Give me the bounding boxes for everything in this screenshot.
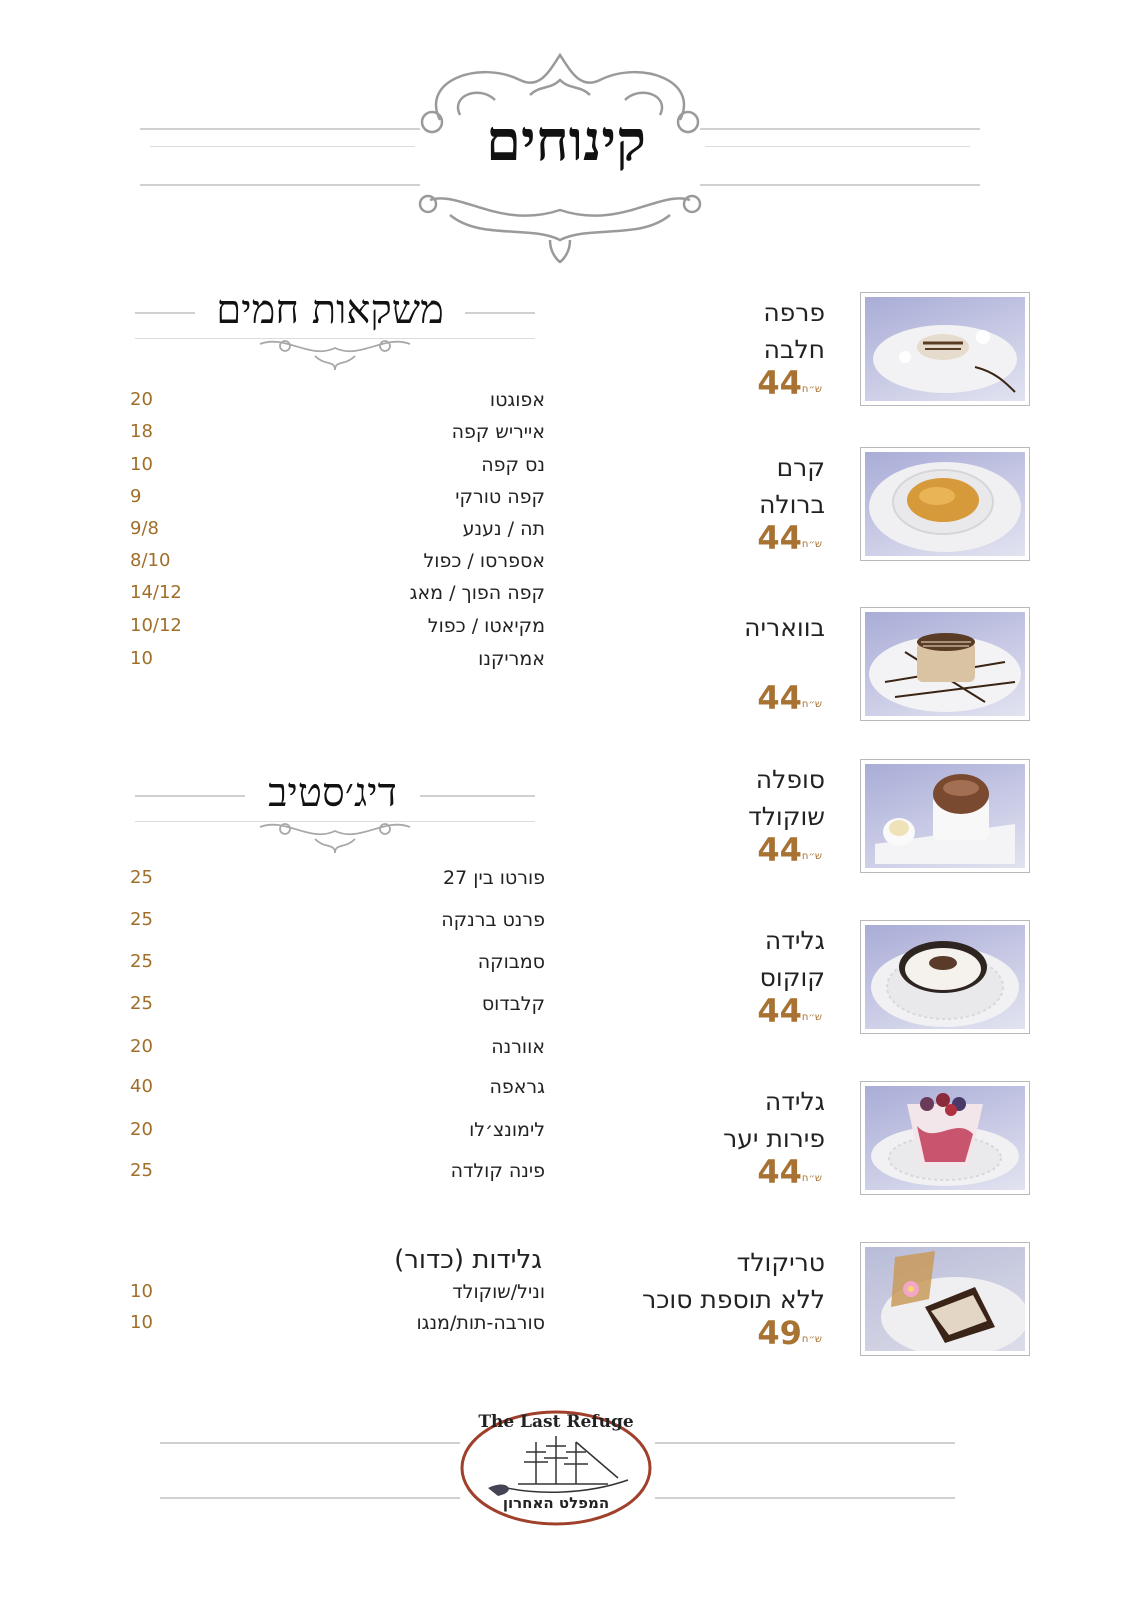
list-item [130,486,545,516]
dessert-name [625,1083,825,1157]
price-value: 44 [757,992,802,1030]
item-price: 10 [130,1312,153,1333]
list-item [130,1160,545,1190]
footer-rule-left-bottom [655,1497,955,1499]
dessert-item [640,1242,1030,1360]
dessert-price [757,364,825,402]
dessert-name-line2: קוקוס [759,963,825,992]
list-item [130,648,545,678]
item-price: 20 [130,1119,153,1140]
price-value: 44 [757,679,802,717]
list-item [130,867,545,897]
coconut-icecream-icon [865,925,1025,1029]
item-price: 25 [130,951,153,972]
list-item [130,1036,545,1066]
dessert-name-line2: פירות יער [723,1124,825,1153]
item-price: 25 [130,1160,153,1181]
dessert-price [757,1153,825,1191]
dessert-item [640,920,1030,1038]
dessert-name-line2: ברולה [759,490,825,519]
dessert-price [757,519,825,557]
bavarian-cake-icon [865,612,1025,716]
price-value: 44 [757,831,802,869]
currency-label: ש״ח [801,1334,822,1345]
hot-drinks-title: משקאות חמים [216,287,444,333]
item-price: 25 [130,909,153,930]
item-name: נס קפה [481,454,545,476]
restaurant-logo [458,1408,654,1528]
currency-label: ש״ח [801,539,822,550]
item-name: אמריקנו [478,648,545,670]
item-price: 25 [130,867,153,888]
list-item [130,454,545,484]
dessert-name-line1: גלידה [764,926,825,955]
item-name: אייריש קפה [451,421,545,443]
item-name: סמבוקה [477,951,545,973]
dessert-photo [860,607,1030,721]
item-price: 9 [130,486,142,507]
dessert-photo [860,292,1030,406]
footer-rule-left-top [655,1442,955,1444]
page-title: קינוחים [486,108,646,174]
item-name: וניל/שוקולד [452,1281,545,1303]
tricolor-cake-icon [865,1247,1025,1351]
list-item [130,951,545,981]
creme-brulee-icon [865,452,1025,556]
list-item [130,389,545,419]
item-name: תה / נענע [462,518,545,540]
item-name: פינה קולדה [450,1160,545,1182]
dessert-name-line1: בוואריה [744,613,825,642]
dessert-photo [860,759,1030,873]
logo-text-he: המפלט האחרון [502,1494,610,1512]
price-value: 49 [757,1314,802,1352]
list-item [130,1281,545,1311]
berry-icecream-icon [865,1086,1025,1190]
list-item [130,615,545,645]
dessert-price [757,831,825,869]
dessert-name-line1: פרפה [763,298,825,327]
item-name: מקיאטו / כפול [427,615,545,637]
currency-label: ש״ח [801,384,822,395]
dessert-price [757,679,825,717]
item-name: אפוגטו [489,389,545,411]
dessert-name [625,609,825,646]
item-name: סורבה-תות/מנגו [416,1312,545,1334]
item-price: 25 [130,993,153,1014]
list-item [130,909,545,939]
dessert-item [640,292,1030,410]
digestif-title: דיג׳סטיב [268,770,397,816]
dessert-name-line2: חלבה [763,335,825,364]
item-price: 9/8 [130,518,159,539]
dessert-name-line1: גלידה [764,1087,825,1116]
dessert-item [640,447,1030,565]
digestif-flourish-icon [255,813,415,855]
list-item [130,1119,545,1149]
list-item [130,582,545,612]
item-price: 20 [130,389,153,410]
dessert-photo [860,447,1030,561]
list-item [130,1312,545,1342]
item-name: קלבדוס [481,993,545,1015]
list-item [130,518,545,548]
dessert-item [640,607,1030,725]
dessert-item [640,1081,1030,1199]
footer-rule-right-top [160,1442,460,1444]
item-name: גראפה [489,1076,545,1098]
item-price: 14/12 [130,582,182,603]
item-name: קפה טורקי [455,486,545,508]
dessert-name [625,1244,825,1318]
item-price: 10 [130,648,153,669]
item-price: 10 [130,1281,153,1302]
dessert-photo [860,1081,1030,1195]
list-item [130,993,545,1023]
item-name: פורטו בין 27 [443,867,545,889]
item-name: קפה הפוך / מאג [409,582,545,604]
digestif-rule-left [135,795,245,797]
item-name: פרנט ברנקה [441,909,545,931]
chocolate-souffle-icon [865,764,1025,868]
dessert-name-line1: סופלה [755,765,825,794]
hot-drinks-rule-right [465,312,535,314]
item-price: 10/12 [130,615,182,636]
digestif-rule-right [420,795,535,797]
dessert-price [757,992,825,1030]
dessert-name [625,761,825,835]
item-price: 40 [130,1076,153,1097]
dessert-photo [860,1242,1030,1356]
price-value: 44 [757,1153,802,1191]
header-rule-left-bottom [700,184,980,186]
parfait-plate-icon [865,297,1025,401]
ice-cream-title: גלידות (כדור) [394,1245,542,1275]
currency-label: ש״ח [801,851,822,862]
header-rule-right-bottom [140,184,420,186]
currency-label: ש״ח [801,1173,822,1184]
list-item [130,1076,545,1106]
item-name: אוורנה [491,1036,545,1058]
dessert-name-line1: קרם [776,453,825,482]
list-item [130,550,545,580]
hot-drinks-rule-left [135,312,195,314]
item-price: 10 [130,454,153,475]
dessert-name [625,922,825,996]
item-price: 18 [130,421,153,442]
dessert-photo [860,920,1030,1034]
dessert-name [625,449,825,523]
hot-drinks-flourish-icon [255,330,415,372]
currency-label: ש״ח [801,1012,822,1023]
item-price: 20 [130,1036,153,1057]
dessert-name [625,294,825,368]
dessert-name-line2: שוקולד [748,802,825,831]
item-price: 8/10 [130,550,171,571]
logo-text-en: The Last Refuge [478,1412,634,1432]
dessert-price [757,1314,825,1352]
dessert-name-line2: ללא תוספת סוכר [642,1285,825,1314]
dessert-item [640,759,1030,877]
currency-label: ש״ח [801,699,822,710]
price-value: 44 [757,519,802,557]
list-item [130,421,545,451]
dessert-name-line1: טריקולד [736,1248,825,1277]
footer-rule-right-bottom [160,1497,460,1499]
item-name: אספרסו / כפול [423,550,545,572]
item-name: לימונצ׳לו [469,1119,545,1141]
price-value: 44 [757,364,802,402]
